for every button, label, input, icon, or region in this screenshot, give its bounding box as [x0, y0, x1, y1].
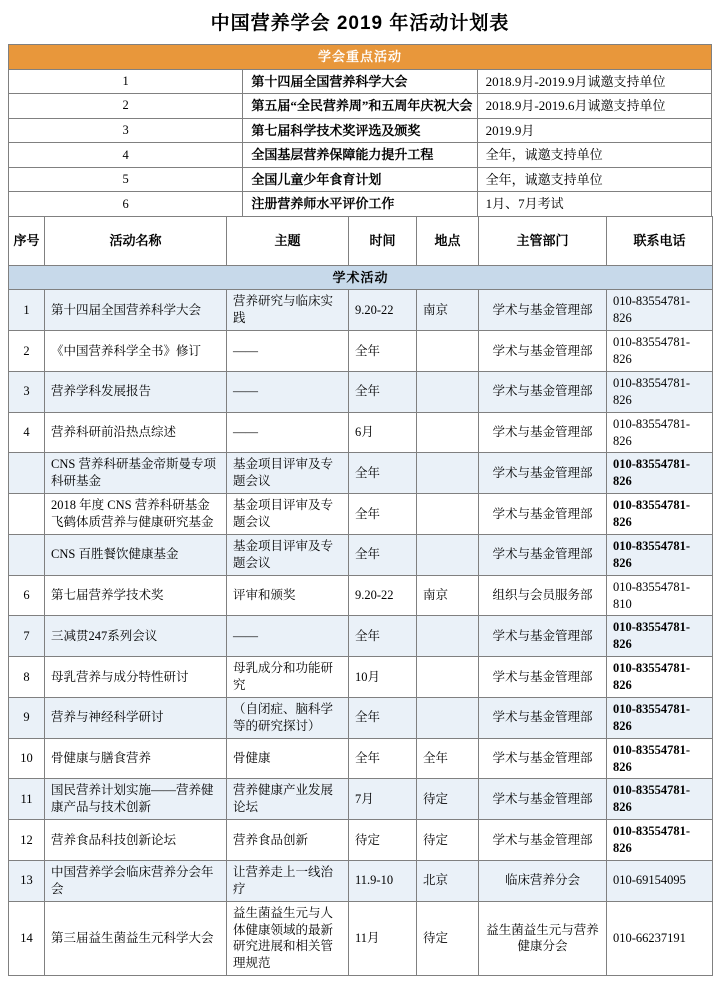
cell-dept: 学术与基金管理部 [479, 657, 607, 698]
key-row-no: 2 [9, 94, 243, 119]
cell-tel: 010-83554781-826 [607, 494, 713, 535]
key-row-no: 4 [9, 143, 243, 168]
key-row-name: 第七届科学技术奖评选及颁奖 [243, 118, 477, 143]
cell-theme: 营养研究与临床实践 [227, 290, 349, 331]
cell-dept: 学术与基金管理部 [479, 412, 607, 453]
table-row [9, 371, 713, 412]
cell-theme: 益生菌益生元与人体健康领域的最新研究进展和相关管理规范 [227, 901, 349, 976]
key-row-no: 6 [9, 192, 243, 217]
key-row-no: 5 [9, 167, 243, 192]
cell-activity-name: 骨健康与膳食营养 [45, 738, 227, 779]
cell-time: 11月 [349, 901, 417, 976]
cell-time: 全年 [349, 697, 417, 738]
table-row [9, 657, 713, 698]
table-row [9, 143, 712, 168]
column-header-theme: 主题 [227, 216, 349, 265]
cell-tel: 010-83554781-826 [607, 290, 713, 331]
cell-dept: 益生菌益生元与营养健康分会 [479, 901, 607, 976]
cell-time: 10月 [349, 657, 417, 698]
activities-header-row [9, 216, 713, 265]
cell-time: 全年 [349, 534, 417, 575]
cell-time: 11.9-10 [349, 860, 417, 901]
column-header-index: 序号 [9, 216, 45, 265]
cell-index: 9 [9, 697, 45, 738]
cell-place: 北京 [417, 860, 479, 901]
cell-theme: —— [227, 616, 349, 657]
cell-index [9, 494, 45, 535]
cell-activity-name: 第七届营养学技术奖 [45, 575, 227, 616]
key-row-name: 第五届“全民营养周”和五周年庆祝大会 [243, 94, 477, 119]
cell-dept: 学术与基金管理部 [479, 331, 607, 372]
cell-index: 12 [9, 820, 45, 861]
cell-tel: 010-83554781-826 [607, 820, 713, 861]
cell-time: 9.20-22 [349, 575, 417, 616]
table-row [9, 779, 713, 820]
cell-place: 南京 [417, 290, 479, 331]
cell-tel: 010-83554781-826 [607, 657, 713, 698]
key-row-date: 2019.9月 [477, 118, 711, 143]
cell-theme: 基金项目评审及专题会议 [227, 534, 349, 575]
key-activities-table [8, 44, 712, 217]
cell-tel: 010-83554781-826 [607, 453, 713, 494]
cell-time: 6月 [349, 412, 417, 453]
cell-index: 10 [9, 738, 45, 779]
cell-activity-name: 国民营养计划实施——营养健康产品与技术创新 [45, 779, 227, 820]
cell-time: 全年 [349, 371, 417, 412]
column-header-time: 时间 [349, 216, 417, 265]
cell-tel: 010-83554781-826 [607, 331, 713, 372]
cell-index: 14 [9, 901, 45, 976]
cell-dept: 学术与基金管理部 [479, 779, 607, 820]
cell-tel: 010-83554781-826 [607, 534, 713, 575]
table-row [9, 901, 713, 976]
cell-index: 13 [9, 860, 45, 901]
table-row [9, 534, 713, 575]
cell-tel: 010-83554781-826 [607, 371, 713, 412]
key-activities-band-row [9, 45, 712, 70]
cell-theme: 营养健康产业发展论坛 [227, 779, 349, 820]
table-row [9, 697, 713, 738]
cell-dept: 学术与基金管理部 [479, 697, 607, 738]
cell-tel: 010-83554781-826 [607, 738, 713, 779]
key-row-no: 3 [9, 118, 243, 143]
cell-place: 待定 [417, 820, 479, 861]
key-activities-band-label: 学会重点活动 [9, 45, 712, 70]
section-band-row [9, 265, 713, 290]
cell-time: 全年 [349, 616, 417, 657]
column-header-place: 地点 [417, 216, 479, 265]
table-row [9, 118, 712, 143]
cell-theme: 营养食品创新 [227, 820, 349, 861]
cell-time: 7月 [349, 779, 417, 820]
cell-index: 7 [9, 616, 45, 657]
cell-activity-name: CNS 百胜餐饮健康基金 [45, 534, 227, 575]
cell-dept: 学术与基金管理部 [479, 290, 607, 331]
cell-theme: —— [227, 371, 349, 412]
column-header-tel: 联系电话 [607, 216, 713, 265]
cell-index: 6 [9, 575, 45, 616]
cell-tel: 010-83554781-826 [607, 779, 713, 820]
cell-theme: （自闭症、脑科学等的研究探讨） [227, 697, 349, 738]
page-title: 中国营养学会 2019 年活动计划表 [210, 13, 510, 34]
cell-dept: 组织与会员服务部 [479, 575, 607, 616]
cell-dept: 学术与基金管理部 [479, 738, 607, 779]
cell-activity-name: 中国营养学会临床营养分会年会 [45, 860, 227, 901]
cell-place [417, 616, 479, 657]
cell-theme: 骨健康 [227, 738, 349, 779]
table-row [9, 820, 713, 861]
cell-place [417, 657, 479, 698]
table-row [9, 575, 713, 616]
activities-table [8, 216, 713, 976]
cell-activity-name: 《中国营养科学全书》修订 [45, 331, 227, 372]
cell-activity-name: 第十四届全国营养科学大会 [45, 290, 227, 331]
cell-index: 11 [9, 779, 45, 820]
cell-activity-name: 营养食品科技创新论坛 [45, 820, 227, 861]
cell-index: 3 [9, 371, 45, 412]
key-row-name: 第十四届全国营养科学大会 [243, 69, 477, 94]
cell-index: 4 [9, 412, 45, 453]
section-label-academic: 学术活动 [9, 265, 713, 290]
cell-activity-name: 营养与神经科学研讨 [45, 697, 227, 738]
cell-place [417, 453, 479, 494]
table-row [9, 860, 713, 901]
cell-place [417, 412, 479, 453]
key-row-date: 全年，诚邀支持单位 [477, 167, 711, 192]
cell-dept: 学术与基金管理部 [479, 371, 607, 412]
cell-time: 全年 [349, 494, 417, 535]
cell-activity-name: 营养科研前沿热点综述 [45, 412, 227, 453]
cell-dept: 学术与基金管理部 [479, 820, 607, 861]
column-header-dept: 主管部门 [479, 216, 607, 265]
cell-dept: 学术与基金管理部 [479, 494, 607, 535]
cell-index: 2 [9, 331, 45, 372]
cell-dept: 学术与基金管理部 [479, 616, 607, 657]
cell-theme: 评审和颁奖 [227, 575, 349, 616]
table-row [9, 494, 713, 535]
key-row-date: 2018.9月-2019.6月诚邀支持单位 [477, 94, 711, 119]
cell-activity-name: 第三届益生菌益生元科学大会 [45, 901, 227, 976]
cell-time: 待定 [349, 820, 417, 861]
cell-place [417, 697, 479, 738]
key-row-date: 1月、7月考试 [477, 192, 711, 217]
cell-theme: 基金项目评审及专题会议 [227, 453, 349, 494]
table-row [9, 94, 712, 119]
table-row [9, 412, 713, 453]
key-row-name: 全国基层营养保障能力提升工程 [243, 143, 477, 168]
cell-tel: 010-83554781-826 [607, 412, 713, 453]
table-row [9, 192, 712, 217]
table-row [9, 290, 713, 331]
cell-index [9, 534, 45, 575]
cell-place: 待定 [417, 901, 479, 976]
cell-time: 全年 [349, 453, 417, 494]
cell-tel: 010-66237191 [607, 901, 713, 976]
cell-time: 全年 [349, 738, 417, 779]
cell-theme: —— [227, 412, 349, 453]
cell-index: 1 [9, 290, 45, 331]
cell-time: 9.20-22 [349, 290, 417, 331]
column-header-name: 活动名称 [45, 216, 227, 265]
cell-theme: 基金项目评审及专题会议 [227, 494, 349, 535]
cell-tel: 010-83554781-826 [607, 616, 713, 657]
cell-activity-name: 母乳营养与成分特性研讨 [45, 657, 227, 698]
cell-activity-name: CNS 营养科研基金帝斯曼专项科研基金 [45, 453, 227, 494]
key-row-no: 1 [9, 69, 243, 94]
key-row-date: 2018.9月-2019.9月诚邀支持单位 [477, 69, 711, 94]
cell-place [417, 534, 479, 575]
cell-index: 8 [9, 657, 45, 698]
table-row [9, 331, 713, 372]
cell-activity-name: 2018 年度 CNS 营养科研基金飞鹤体质营养与健康研究基金 [45, 494, 227, 535]
cell-time: 全年 [349, 331, 417, 372]
cell-place [417, 331, 479, 372]
cell-activity-name: 营养学科发展报告 [45, 371, 227, 412]
cell-dept: 临床营养分会 [479, 860, 607, 901]
key-row-name: 全国儿童少年食育计划 [243, 167, 477, 192]
cell-dept: 学术与基金管理部 [479, 534, 607, 575]
cell-place [417, 494, 479, 535]
table-row [9, 69, 712, 94]
table-row [9, 738, 713, 779]
cell-tel: 010-83554781-810 [607, 575, 713, 616]
table-row [9, 167, 712, 192]
cell-theme: 让营养走上一线治疗 [227, 860, 349, 901]
table-row [9, 453, 713, 494]
cell-tel: 010-69154095 [607, 860, 713, 901]
table-row [9, 616, 713, 657]
cell-place: 南京 [417, 575, 479, 616]
cell-tel: 010-83554781-826 [607, 697, 713, 738]
cell-theme: —— [227, 331, 349, 372]
cell-theme: 母乳成分和功能研究 [227, 657, 349, 698]
key-row-date: 全年，诚邀支持单位 [477, 143, 711, 168]
cell-dept: 学术与基金管理部 [479, 453, 607, 494]
cell-place: 待定 [417, 779, 479, 820]
cell-index [9, 453, 45, 494]
key-row-name: 注册营养师水平评价工作 [243, 192, 477, 217]
cell-place [417, 371, 479, 412]
cell-activity-name: 三减贯247系列会议 [45, 616, 227, 657]
cell-place: 全年 [417, 738, 479, 779]
